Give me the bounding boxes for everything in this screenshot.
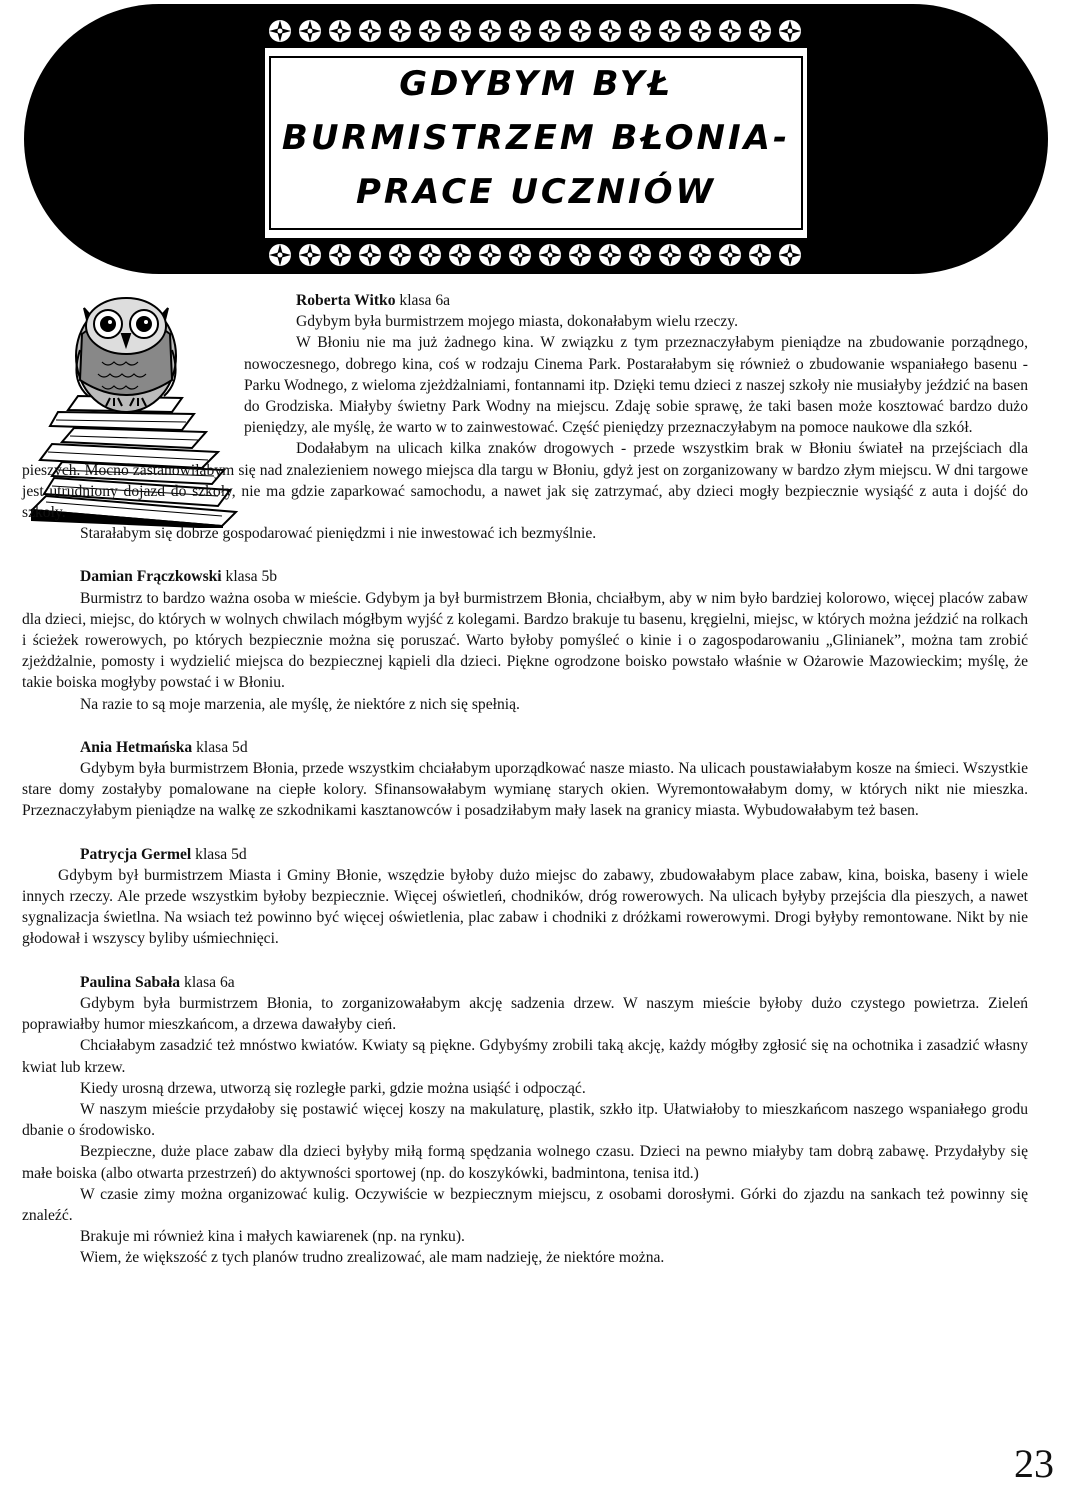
author-class: klasa 5d [195,845,247,863]
paragraph: Dodałabym na ulicach kilka znaków drogowych - przede wszystkim brak w Błoniu świateł na przejściach dla pieszych. Mocno zastanowiłabym się nad znalezieniem nowego miejsca dla targu w Błoniu, gdyż jest on zorganizowany w bardzo złym miejscu. W dni targowe jest utrudniony dojazd do szkoły, nie ma gdzie zaparkować samochodu, a nawet jak się zatrzymać, aby dzieci mogły bezpiecznie wysiąść z auta i dojść do szkoły. [22,440,1028,522]
paragraph: W czasie zimy można organizować kulig. Oczywiście w bezpiecznym miejscu, z osobami dorosłymi. Górki do zjazdu na sankach też powinny się znaleźć. [22,1185,1028,1224]
author-name: Ania Hetmańska [80,738,193,756]
author-class: klasa 6a [184,973,235,991]
essay-heading [22,972,1028,993]
essay-damian-fraczkowski [22,566,1028,714]
author-class: klasa 5d [196,738,248,756]
paragraph: Brakuje mi również kina i małych kawiarenek (np. na rynku). [80,1228,465,1246]
author-name: Paulina Sabała [80,973,181,991]
header-banner [24,4,1048,274]
essay-paulina-sabala [22,972,1028,1269]
article-body [22,290,1028,1291]
title-line-2: BURMISTRZEM BŁONIA- [281,118,791,158]
title-frame [269,56,803,230]
author-name: Roberta Witko [296,292,396,309]
essay-ania-hetmanska [22,737,1028,822]
author-class: klasa 5b [225,568,278,586]
essay-heading [22,566,1028,587]
essay-heading [244,290,1028,311]
paragraph: W naszym mieście przydałoby się postawić więcej koszy na makulaturę, plastik, szkło itp. Ułatwiałoby to mieszkańcom naszego wspaniałego grodu dbanie o środowisko. [22,1100,1028,1140]
paragraph: Starałabym się dobrze gospodarować pieniędzmi i nie inwestować ich bezmyślnie. [80,525,597,543]
paragraph: Gdybym była burmistrzem Błonia, to zorganizowałabym akcję sadzenia drzew. W naszym mieście byłoby dużo czystego powietrza. Zieleń poprawiałby humor mieszkańcom, a drzewa dawałyby cień. [22,994,1028,1034]
essay-roberta-witko [22,290,1028,544]
title-line-3: PRACE UCZNIÓW [355,172,717,212]
paragraph: Burmistrz to bardzo ważna osoba w mieście. Gdybym ja był burmistrzem Błonia, chciałbym, aby w nim było bardziej kolorowo, więcej placów zabaw dla dzieci, miejsc, do których w wolnych chwilach mógłbym wyjść z kolegami. Bardzo brakuje tu basenu, kręgielni, miejsc, w których można jeździć na rolkach i ścieżek rowerowych, po których bezpiecznie można się poruszać. Warto byłoby pomyśleć o kinie i o zagospodarowaniu „Glinianek”, można tam zrobić zjeżdżalnie, pomosty i wydzielić miejsca do bezpiecznej kąpieli dla dzieci. Piękne ogrodzone boisko powstało właśnie w Ożarowie Mazowieckim; myślę, że takie boiska mogłyby powstać i w Błoniu. [22,589,1028,692]
paragraph: Gdybym była burmistrzem mojego miasta, dokonałabym wielu rzeczy. [296,313,738,331]
essay-heading [22,844,1028,865]
essay-heading [22,737,1028,758]
title-box [265,14,807,272]
author-class: klasa 6a [399,292,451,309]
paragraph: Kiedy urosną drzewa, utworzą się rozległe parki, gdzie można usiąść i odpocząć. [80,1079,586,1097]
essay-patrycja-germel [22,844,1028,950]
paragraph: Gdybym była burmistrzem Błonia, przede wszystkim chciałabym uporządkować nasze miasto. Na ulicach poustawiałabym kosze na śmieci. Wszystkie stare domy zostałyby pomalowane na ciepłe kolory. Sfinansowałabym wymianę starych okien. Wyremontowałabym domy, w których nikt nie mieszka. Przeznaczyłabym pieniądze na walkę ze szkodnikami kasztanowców i posadziłabym mały lasek na granicy miasta. Wybudowałabym też basen. [22,760,1028,820]
ornament-border-top [265,14,807,48]
page-number: 23 [1014,1441,1054,1486]
author-name: Damian Frączkowski [80,568,222,586]
author-name: Patrycja Germel [80,845,192,863]
title-line-1: GDYBYM BYŁ [399,64,673,104]
paragraph: Wiem, że większość z tych planów trudno zrealizować, ale mam nadzieję, że niektóre można. [80,1249,665,1267]
paragraph: W Błoniu nie ma już żadnego kina. W związku z tym przeznaczyłabym pieniądze na zbudowanie porządnego, nowoczesnego, dobrego kina, coś w rodzaju Cinema Park. Postarałabym się również o zbudowanie wspaniałego basenu - Parku Wodnego, z wieloma zjeżdżalniami, fontannami itp. Dzięki temu dzieci z naszej szkoły nie musiałyby jeździć na basen do Grodziska. Miałyby świetny Park Wodny na miejscu. Zdaję sobie sprawę, że taki basen może kosztować bardzo dużo pieniędzy, ale myślę, że warto w to zainwestować. Część pieniędzy przeznaczyłabym na pomoce naukowe dla szkół. [244,334,1028,437]
paragraph: Gdybym był burmistrzem Miasta i Gminy Błonie, wszędzie byłoby dużo miejsc do zabawy, zbudowałabym place zabaw, kina, boiska, baseny i wiele innych rzeczy. Ale przede wszystkim byłoby bezpiecznie. Więcej oświetleń, chodników, dróg rowerowych. Na ulicach byłyby przejścia dla pieszych, a nawet sygnalizacja świetlna. Na wsiach też powinno być więcej oświetlenia, plac zabaw i chodniki z dróżkami rowerowymi. Drogi byłyby remontowane. Nikt by nie głodował i wszyscy byliby uśmiechnięci. [22,866,1028,948]
ornament-border-bottom [265,238,807,272]
paragraph: Bezpieczne, duże place zabaw dla dzieci byłyby miłą formą spędzania wolnego czasu. Dzieci na pewno miałyby tam dobrą zabawę. Przydałyby się małe boiska (albo otwarta przestrzeń) do aktywności sportowej (np. do koszykówki, badmintona, tenisa itd.) [22,1143,1028,1182]
paragraph: Na razie to są moje marzenia, ale myślę, że niektóre z nich się spełnią. [80,695,520,713]
paragraph: Chciałabym zasadzić też mnóstwo kwiatów. Kwiaty są piękne. Gdybyśmy zrobili taką akcję, każdy mógłby zgłosić się na ochotnika i zasadzić własny kwiat lub krzew. [22,1037,1028,1076]
